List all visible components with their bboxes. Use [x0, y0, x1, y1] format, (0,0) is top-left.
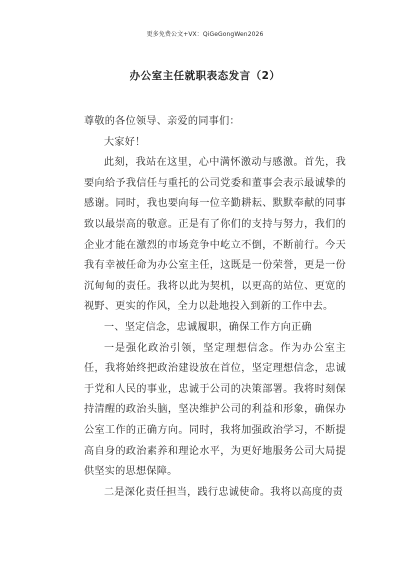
body-paragraph: 一是强化政治引领，坚定理想信念。作为办公室主任，我将始终把政治建设放在首位，坚定理想信念，忠诚于党和人民的事业，忠诚于公司的决策部署。我将时刻保持清醒的政治头脑，坚决维护公司的利益和形象，确保办公室工作的正确方向。同时，我将加强政治学习，不断提高自身的政治素养和理论水平，为更好地服务公司大局提供坚实的思想保障。: [84, 342, 346, 478]
body-paragraph-partial: 二是深化责任担当，践行忠诚使命。我将以高度的责: [104, 486, 344, 498]
header-note: 更多免费公文+VX：QiGeGongWen2026: [146, 31, 264, 38]
document-body: [84, 112, 346, 503]
intro-paragraph: 此刻，我站在这里，心中满怀激动与感激。首先，我要向给予我信任与重托的公司党委和董事会表示最诚挚的感谢。同时，我也要向每一位辛勤耕耘、默默奉献的同事致以最崇高的敬意。正是有了你们的支持与努力，我们的企业才能在激烈的市场竞争中屹立不倒，不断前行。今天我有幸被任命为办公室主任，这既是一份荣誉，更是一份沉甸甸的责任。我将以此为契机，以更高的站位、更宽的视野、更实的作风，全力以赴地投入到新的工作中去。: [84, 157, 346, 313]
greeting: 大家好！: [104, 136, 146, 148]
salutation: 尊敬的各位领导、亲爱的同事们：: [84, 116, 240, 127]
page-title: 办公室主任就职表态发言（2）: [129, 70, 281, 82]
section-heading: 一、坚定信念，忠诚履职，确保工作方向正确: [104, 321, 312, 333]
